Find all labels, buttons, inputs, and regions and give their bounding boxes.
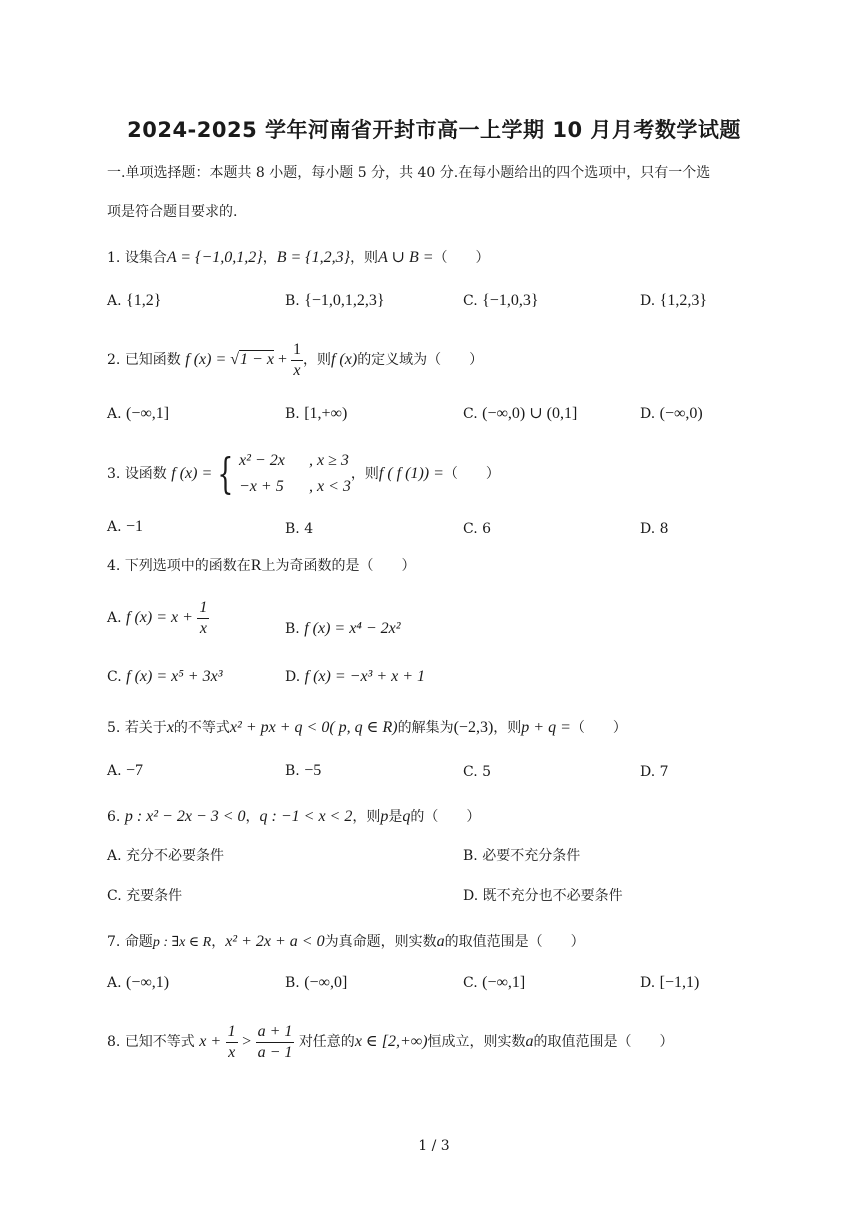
question-1-option-c: [463, 292, 539, 310]
answer-paren: （ ）: [443, 466, 500, 482]
option-label: A.: [107, 763, 122, 779]
option-value: −7: [126, 762, 144, 779]
math-expr: x ∈ [2,+∞): [354, 1033, 428, 1050]
denominator: x: [293, 361, 301, 379]
question-6-option-b: [463, 847, 580, 865]
option-value: −5: [304, 762, 322, 779]
stem-text: 下列选项中的函数在: [124, 558, 251, 574]
option-label: C.: [463, 521, 478, 537]
denominator: a − 1: [257, 1043, 293, 1061]
question-6-stem: [107, 808, 480, 826]
option-value: [1,+∞): [304, 405, 348, 422]
math-expr: a: [436, 933, 445, 950]
option-label: D.: [640, 406, 656, 422]
option-label: C.: [463, 293, 478, 309]
option-label: A.: [107, 519, 122, 535]
numerator: 1: [291, 342, 303, 361]
numerator: a + 1: [256, 1024, 295, 1043]
option-value: 必要不充分条件: [482, 848, 581, 864]
question-7-option-b: [285, 974, 347, 992]
question-1-option-d: [640, 292, 707, 310]
sqrt-expr: 1 − x: [240, 351, 274, 368]
option-value: 4: [304, 521, 314, 537]
question-2-option-c: [463, 405, 577, 423]
option-value: (−∞,1]: [482, 974, 526, 991]
question-5-option-a: [107, 762, 143, 780]
stem-text: ，则: [302, 352, 331, 368]
question-7-option-c: [463, 974, 525, 992]
question-4-option-c: [107, 668, 222, 686]
option-value: {−1,0,3}: [482, 292, 539, 309]
stem-text: ，: [245, 809, 260, 825]
math-expr: p + q =: [521, 719, 571, 736]
math-expr: x +: [199, 1033, 222, 1050]
math-expr: p : ∃x ∈ R: [152, 935, 212, 950]
option-value: {1,2}: [126, 292, 162, 309]
stem-text: ，: [211, 934, 226, 950]
stem-text: 若关于: [124, 720, 167, 736]
stem-text: 的（ ）: [410, 809, 481, 825]
option-value: [−1,1): [659, 974, 700, 991]
option-value: {−1,0,1,2,3}: [304, 292, 385, 309]
option-label: C.: [463, 406, 478, 422]
question-number: 4.: [107, 558, 121, 574]
page-title: 2024-2025 学年河南省开封市高一上学期 10 月月考数学试题: [127, 118, 741, 142]
question-4-stem: [107, 557, 415, 575]
math-expr: q: [402, 808, 411, 825]
question-2-option-d: [640, 405, 703, 423]
option-value: 6: [482, 521, 492, 537]
question-7-option-a: [107, 974, 169, 992]
stem-text: 上为奇函数的是（ ）: [261, 558, 416, 574]
option-label: A.: [107, 848, 122, 864]
option-value: 8: [659, 521, 669, 537]
math-expr: f (x) = x +: [126, 609, 193, 626]
numerator: 1: [226, 1024, 238, 1043]
case-condition: , x ≥ 3: [309, 452, 349, 469]
option-label: D.: [285, 669, 301, 685]
stem-text: 的定义域为（ ）: [357, 352, 484, 368]
math-expr: x² + px + q < 0( p, q ∈ R): [229, 719, 398, 736]
math-expr: f (x) =: [185, 351, 227, 368]
question-1-option-b: [285, 292, 385, 310]
question-number: 5.: [107, 720, 121, 736]
question-5-option-c: [463, 763, 491, 781]
math-expr: q : −1 < x < 2: [259, 808, 353, 825]
math-expr: a: [525, 1033, 534, 1050]
stem-text: 恒成立，则实数: [427, 1034, 526, 1050]
option-label: D.: [640, 975, 656, 991]
option-value: (−∞,0]: [304, 974, 348, 991]
case-expr: −x + 5: [239, 478, 284, 495]
option-label: B.: [463, 848, 478, 864]
fraction: [291, 342, 303, 379]
case-condition: , x < 3: [309, 478, 351, 495]
math-expr: p : x² − 2x − 3 < 0: [124, 808, 246, 825]
denominator: x: [199, 619, 207, 637]
option-value: (−∞,1]: [126, 405, 170, 422]
option-value: f (x) = −x³ + x + 1: [304, 668, 426, 685]
stem-text: ，则: [350, 250, 379, 266]
question-3-stem: [107, 448, 500, 500]
piecewise-cases: [239, 448, 351, 500]
question-number: 3.: [107, 466, 121, 482]
question-5-stem: [107, 719, 627, 737]
stem-text: 设集合: [124, 250, 167, 266]
option-label: B.: [285, 975, 300, 991]
option-label: B.: [285, 406, 300, 422]
option-label: D.: [640, 293, 656, 309]
section-intro-line2: 项是符合题目要求的.: [107, 204, 238, 220]
option-label: D.: [640, 764, 656, 780]
option-value: 7: [659, 764, 669, 780]
stem-text: ，则: [493, 720, 522, 736]
question-number: 7.: [107, 934, 121, 950]
option-label: A.: [107, 975, 122, 991]
option-label: D.: [463, 888, 479, 904]
option-value: 5: [482, 764, 492, 780]
option-value: 充分不必要条件: [126, 848, 225, 864]
option-label: C.: [463, 975, 478, 991]
option-value: 充要条件: [126, 888, 183, 904]
option-label: C.: [107, 888, 122, 904]
question-number: 8.: [107, 1034, 121, 1050]
question-8-stem: [107, 1020, 674, 1064]
math-expr: B = {1,2,3}: [276, 249, 351, 266]
numerator: 1: [197, 600, 209, 619]
option-label: C.: [107, 669, 122, 685]
option-value: −1: [126, 518, 144, 535]
option-value: {1,2,3}: [659, 292, 707, 309]
stem-text: 已知不等式: [124, 1034, 195, 1050]
stem-text: 为真命题，则实数: [324, 934, 437, 950]
question-6-option-d: [463, 887, 623, 905]
left-brace-icon: {: [217, 449, 234, 498]
option-value: f (x) = x⁵ + 3x³: [126, 668, 223, 685]
math-expr: A ∪ B =: [378, 249, 434, 266]
question-4-option-d: [285, 668, 425, 686]
math-expr: f (x) = √1 − x + $\frac{1}{x}$: [185, 340, 301, 379]
stem-text: 的解集为: [397, 720, 454, 736]
case-expr: x² − 2x: [239, 452, 285, 469]
math-expr: R: [250, 557, 262, 574]
question-number: 1.: [107, 250, 121, 266]
question-6-option-a: [107, 847, 224, 865]
question-7-option-d: [640, 974, 699, 992]
section-intro-line1: 一.单项选择题：本题共 8 小题，每小题 5 分，共 40 分.在每小题给出的四个选项中，只有一个选: [107, 165, 711, 181]
option-label: D.: [640, 521, 656, 537]
math-expr: p: [380, 808, 389, 825]
fraction: [197, 600, 209, 637]
math-expr: x: [166, 719, 174, 736]
math-expr: A = {−1,0,1,2}: [166, 249, 263, 266]
stem-text: 对任意的: [298, 1034, 355, 1050]
fraction: [256, 1024, 295, 1061]
option-label: A.: [107, 406, 122, 422]
option-label: A.: [107, 293, 122, 309]
question-2-option-b: [285, 405, 347, 423]
case-row: [239, 448, 351, 474]
option-label: B.: [285, 521, 300, 537]
question-5-option-b: [285, 762, 321, 780]
question-6-option-c: [107, 887, 182, 905]
case-row: [239, 474, 351, 500]
stem-text: ，则: [352, 809, 381, 825]
math-expr: x² + 2x + a < 0: [225, 933, 325, 950]
option-value: f (x) = x⁴ − 2x²: [304, 620, 401, 637]
question-3-option-b: [285, 520, 313, 538]
question-5-option-d: [640, 763, 669, 781]
question-3-option-d: [640, 520, 669, 538]
page-number: 1 / 3: [418, 1138, 450, 1154]
option-label: B.: [285, 293, 300, 309]
stem-text: 的取值范围是（ ）: [444, 934, 585, 950]
question-4-option-b: [285, 620, 401, 638]
option-label: B.: [285, 763, 300, 779]
question-number: 2.: [107, 352, 121, 368]
answer-paren: （ ）: [433, 250, 490, 266]
option-value: (−∞,0) ∪ (0,1]: [482, 405, 578, 422]
math-expr: (−2,3): [453, 719, 494, 736]
question-1-option-a: [107, 292, 161, 310]
math-expr: >: [242, 1033, 252, 1050]
answer-paren: （ ）: [570, 720, 627, 736]
question-1-stem: 1. 设集合A = {−1,0,1,2}，B = {1,2,3}，则A ∪ B =（ ）: [107, 249, 490, 266]
question-7-stem: [107, 933, 585, 952]
math-expr: f (x): [330, 351, 358, 368]
question-2-option-a: [107, 405, 169, 423]
stem-text: 的取值范围是（ ）: [533, 1034, 674, 1050]
option-value: (−∞,1): [126, 974, 170, 991]
question-3-option-a: [107, 518, 143, 536]
stem-text: ，则: [350, 466, 379, 482]
question-2-stem: [107, 340, 483, 380]
denominator: x: [228, 1043, 236, 1061]
option-value: (−∞,0): [659, 405, 703, 422]
stem-text: 已知函数: [124, 352, 181, 368]
option-label: C.: [463, 764, 478, 780]
stem-text: 的不等式: [173, 720, 230, 736]
question-3-option-c: [463, 520, 491, 538]
fraction: [226, 1024, 238, 1061]
option-value: 既不充分也不必要条件: [482, 888, 623, 904]
math-expr: +: [277, 351, 287, 368]
question-4-option-a: [107, 598, 209, 638]
option-label: A.: [107, 610, 122, 626]
stem-text: 命题: [124, 934, 153, 950]
math-expr: f ( f (1)) =: [378, 465, 444, 482]
math-expr: f (x) =: [171, 465, 213, 482]
question-number: 6.: [107, 809, 121, 825]
stem-text: 设函数: [124, 466, 167, 482]
option-label: B.: [285, 621, 300, 637]
stem-text: 是: [388, 809, 403, 825]
